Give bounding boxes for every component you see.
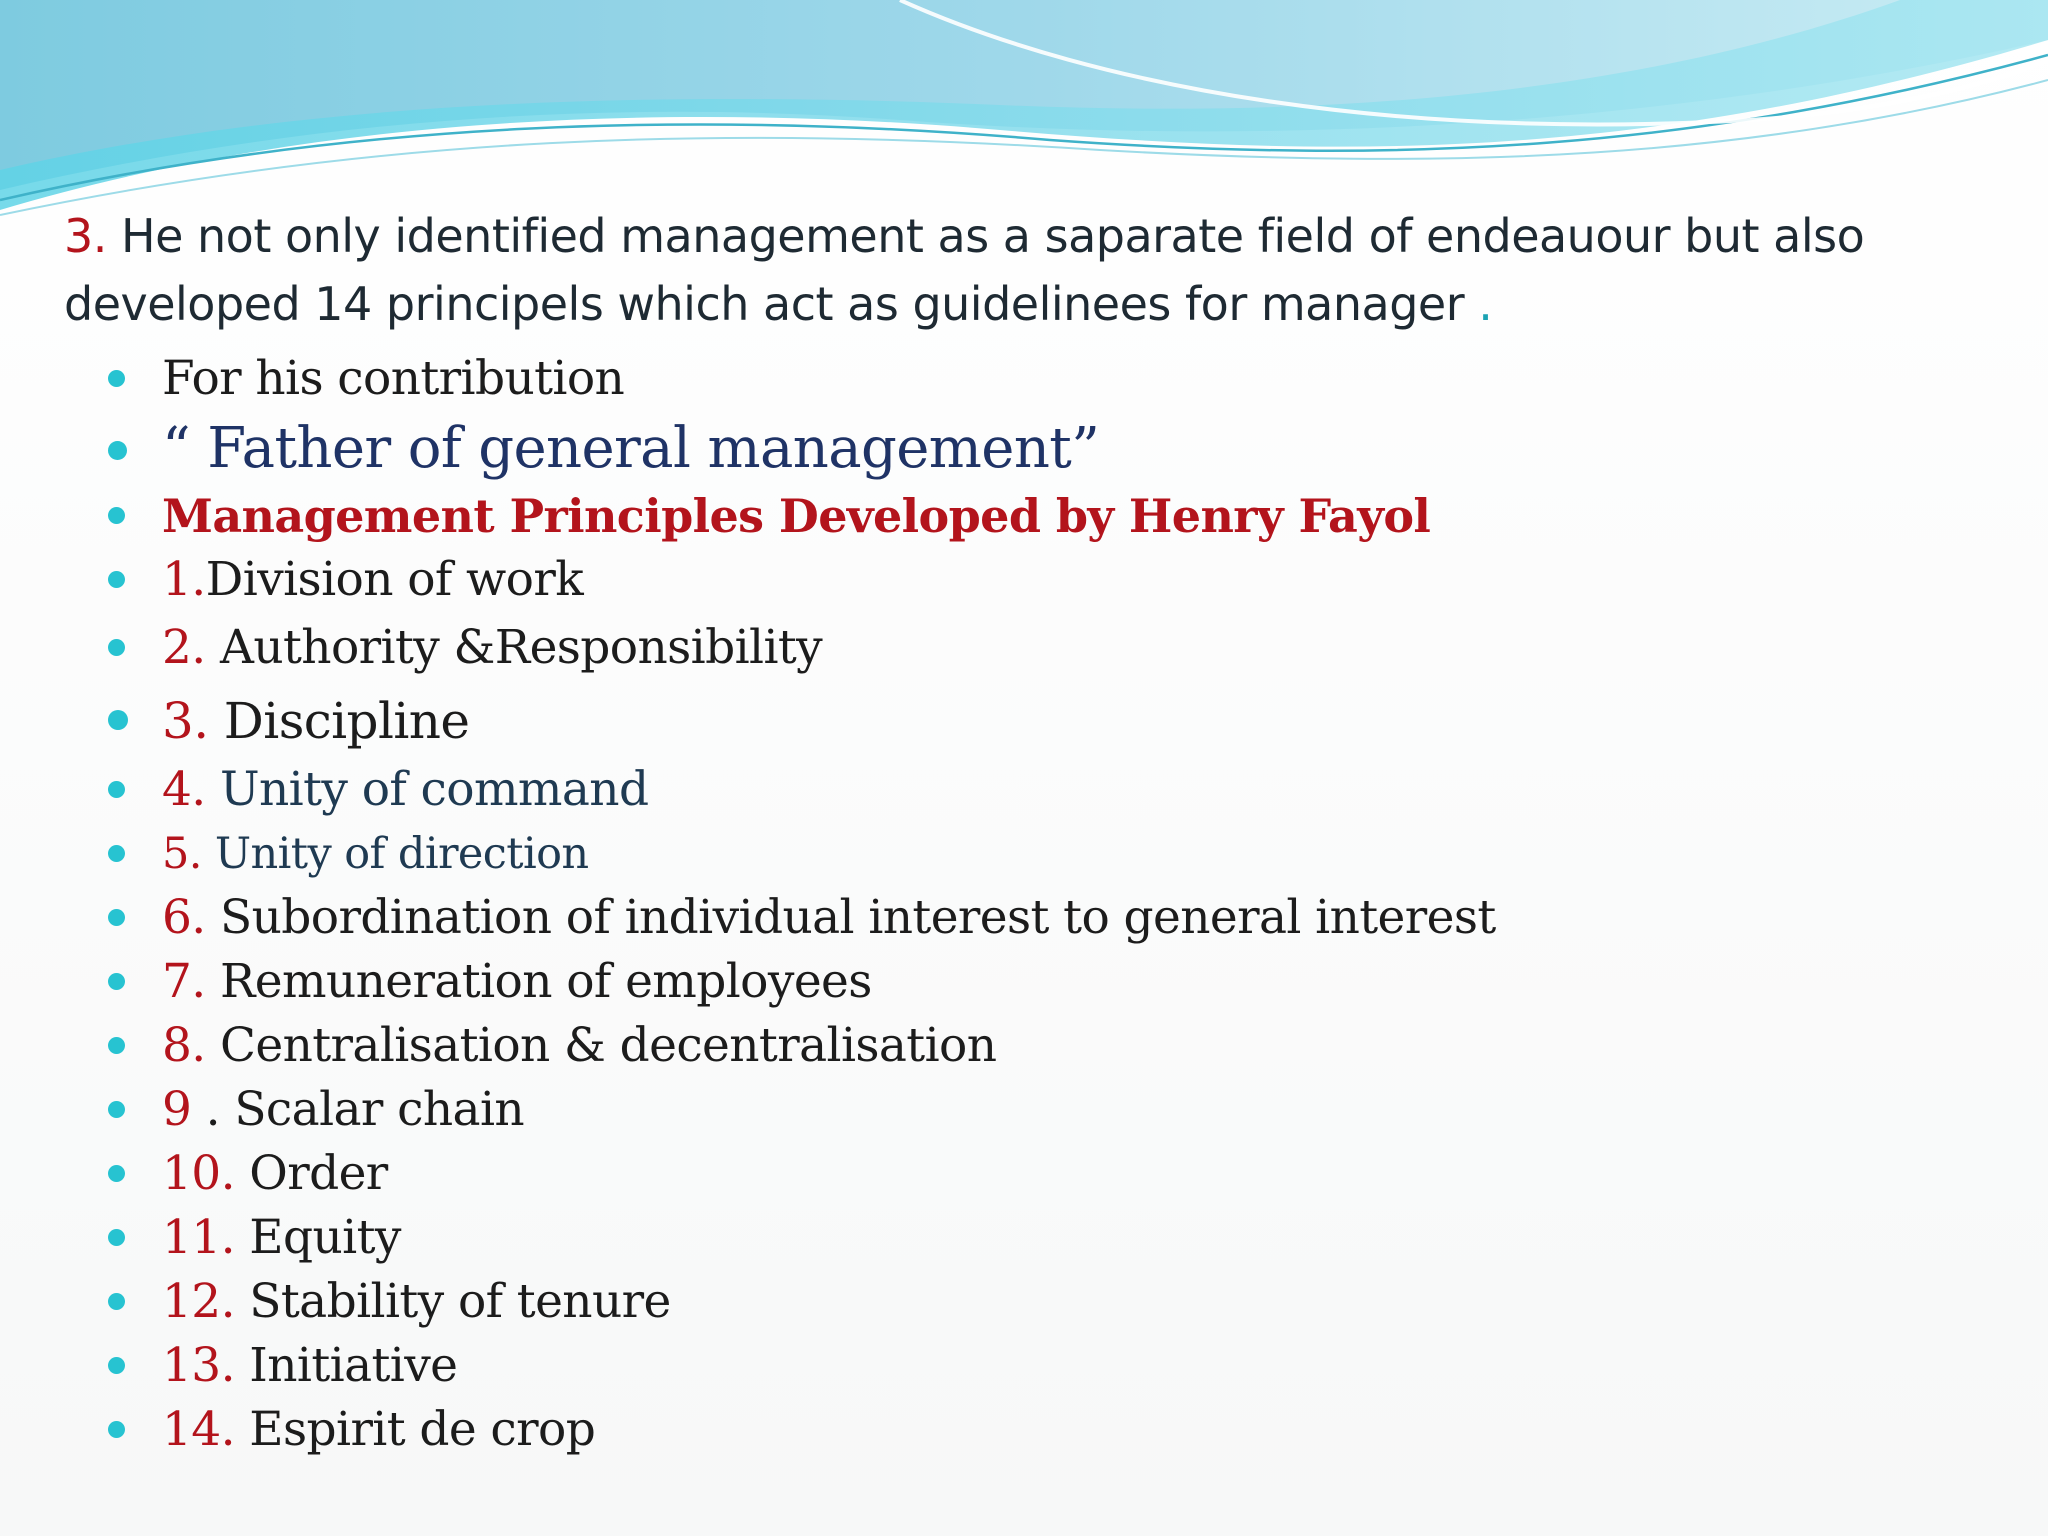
intro-end-dot: . (1478, 277, 1493, 331)
principle-item (104, 886, 1496, 950)
bullet-dot-icon (108, 1165, 125, 1182)
principle-item (104, 1078, 1496, 1142)
principle-label: Division of work (205, 552, 584, 607)
principle-number: 13. (162, 1338, 235, 1393)
bullet-dot-icon (108, 571, 125, 588)
principle-item (104, 1270, 1496, 1334)
bullet-dot-icon (108, 639, 125, 656)
principle-number: 7. (162, 954, 206, 1009)
bullet-dot-icon (108, 1293, 125, 1310)
principle-label: . Scalar chain (191, 1082, 525, 1137)
principle-item (104, 1142, 1496, 1206)
principle-label: Authority &Responsibility (205, 620, 823, 675)
principle-label: Order (234, 1146, 388, 1201)
list-item-heading (104, 484, 1496, 548)
bullet-list (104, 344, 1496, 1462)
intro-number: 3. (64, 209, 107, 263)
list-item-father (104, 414, 1496, 484)
principle-item (104, 950, 1496, 1014)
principle-number: 5. (162, 829, 202, 879)
bullet-dot-icon (108, 845, 125, 862)
list-item-contribution (104, 344, 1496, 414)
principles-heading: Management Principles Developed by Henry Fayol (162, 489, 1431, 543)
father-text: “ Father of general management” (162, 416, 1100, 481)
bullet-dot-icon (108, 781, 125, 798)
principle-label: Unity of command (205, 762, 649, 817)
bullet-dot-icon (108, 370, 125, 387)
principle-item (104, 822, 1496, 886)
principle-number: 8. (162, 1018, 206, 1073)
principle-label: Subordination of individual interest to general interest (205, 890, 1496, 945)
bullet-dot-icon (108, 441, 127, 460)
principle-number: 9 (162, 1082, 192, 1137)
principle-item (104, 684, 1496, 758)
principle-item (104, 1334, 1496, 1398)
principle-label: Espirit de crop (234, 1402, 596, 1457)
bullet-dot-icon (108, 1037, 125, 1054)
principle-number: 2. (162, 620, 206, 675)
principle-label: Remuneration of employees (205, 954, 872, 1009)
principle-number: 4. (162, 762, 206, 817)
principle-item (104, 758, 1496, 822)
contribution-text: For his contribution (162, 351, 625, 406)
principle-number: 6. (162, 890, 206, 945)
bullet-dot-icon (108, 710, 128, 730)
principle-number: 10. (162, 1146, 235, 1201)
bullet-dot-icon (108, 973, 125, 990)
bullet-dot-icon (108, 507, 125, 524)
bullet-dot-icon (108, 1357, 125, 1374)
intro-text: He not only identified management as a saparate field of endeauour but also developed 14 principels which act as guidelinees for manager (64, 209, 1865, 331)
principle-label: Discipline (208, 692, 470, 750)
principle-label: Unity of direction (201, 829, 589, 879)
principle-label: Equity (234, 1210, 401, 1265)
bullet-dot-icon (108, 1101, 125, 1118)
principle-label: Stability of tenure (234, 1274, 671, 1329)
principle-number: 12. (162, 1274, 235, 1329)
principle-number: 11. (162, 1210, 235, 1265)
principle-label: Initiative (234, 1338, 458, 1393)
principle-item (104, 1398, 1496, 1462)
principle-item (104, 1206, 1496, 1270)
principle-item (104, 612, 1496, 684)
principle-number: 14. (162, 1402, 235, 1457)
principle-number: 1. (162, 552, 206, 607)
principle-label: Centralisation & decentralisation (205, 1018, 997, 1073)
bullet-dot-icon (108, 1421, 125, 1438)
bullet-dot-icon (108, 909, 125, 926)
principle-number: 3. (162, 692, 209, 750)
intro-paragraph (64, 202, 2004, 338)
bullet-dot-icon (108, 1229, 125, 1246)
principle-item (104, 1014, 1496, 1078)
principle-item (104, 548, 1496, 612)
